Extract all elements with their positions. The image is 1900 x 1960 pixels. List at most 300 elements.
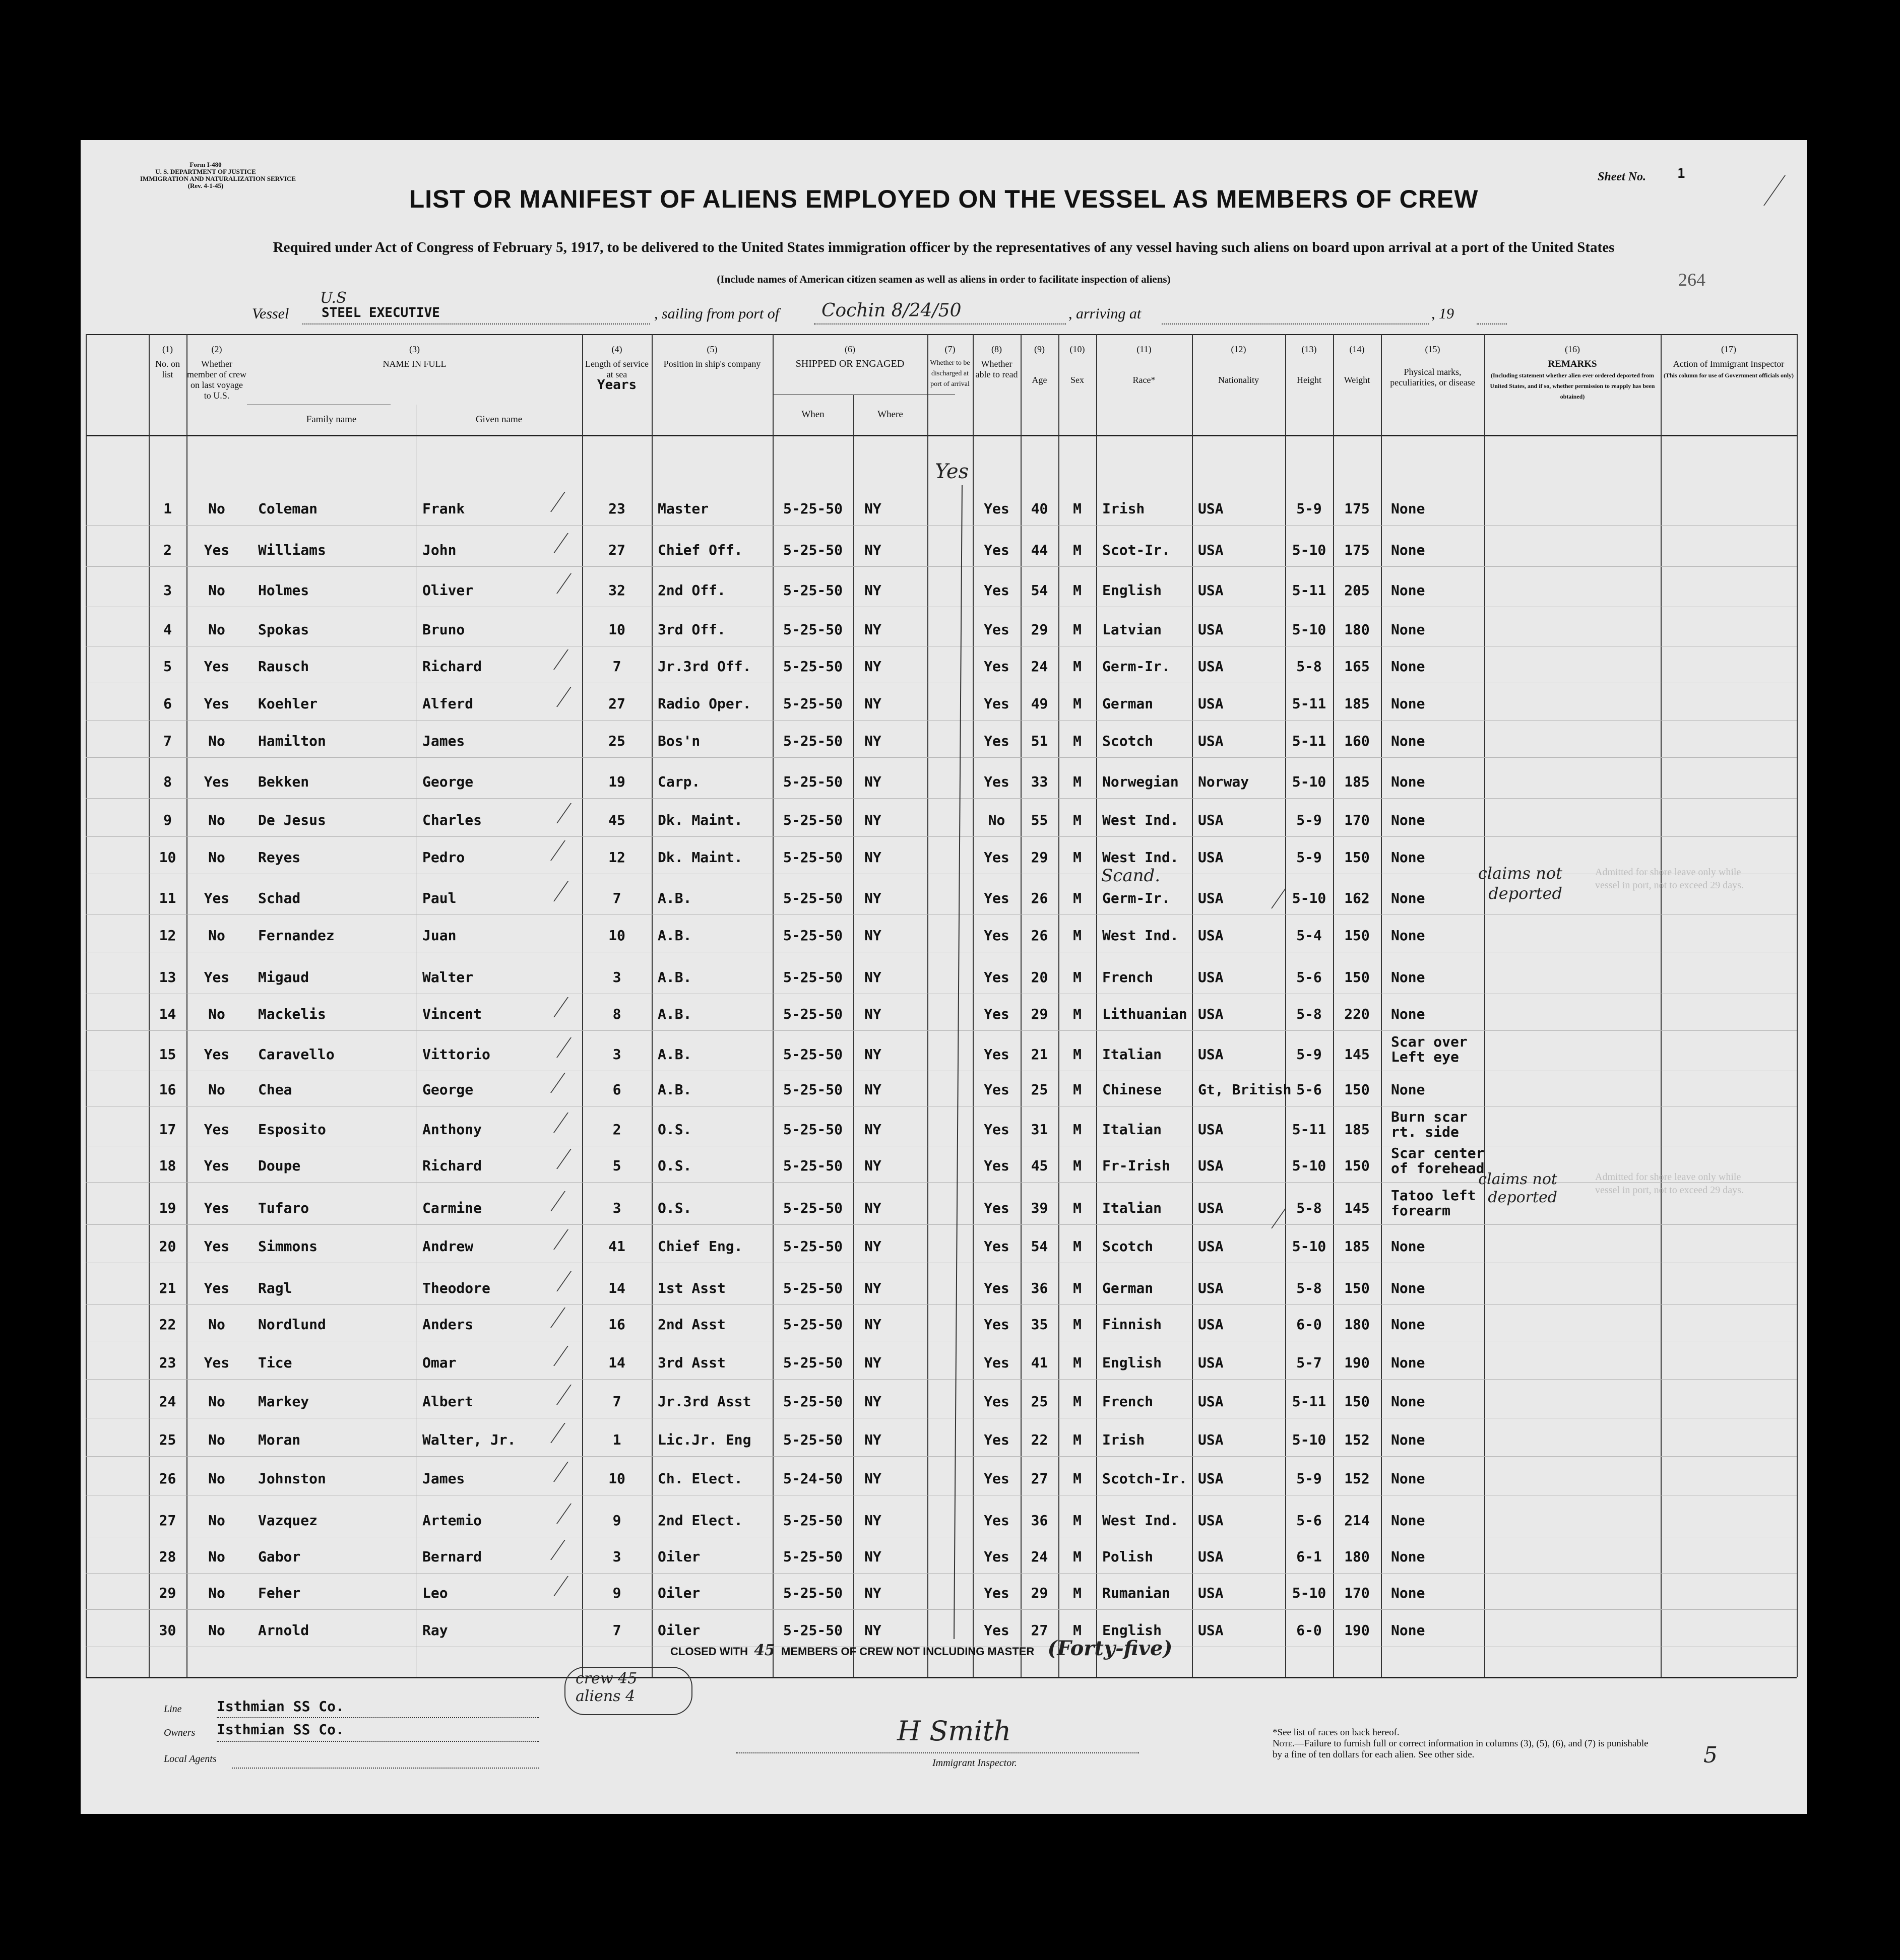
crew-no: 27 xyxy=(159,1512,176,1529)
crew-years: 32 xyxy=(608,582,625,599)
crew-sex: M xyxy=(1073,1393,1082,1410)
crew-height: 5-9 xyxy=(1296,812,1322,828)
crew-prev: No xyxy=(208,1316,225,1333)
crew-weight: 185 xyxy=(1344,695,1370,712)
crew-read: Yes xyxy=(984,1431,1009,1448)
crew-family: Moran xyxy=(258,1431,301,1448)
crew-count-note: crew 45 aliens 4 xyxy=(564,1667,692,1715)
crew-no: 8 xyxy=(163,773,172,790)
crew-age: 22 xyxy=(1031,1431,1048,1448)
crew-sex: M xyxy=(1073,542,1082,558)
crew-years: 45 xyxy=(608,812,625,828)
crew-when: 5-25-50 xyxy=(783,1200,843,1216)
crew-nationality: USA xyxy=(1198,658,1224,675)
crew-given: Vincent xyxy=(422,1006,482,1022)
header-remarks: (16) REMARKS (Including statement whether alien ever ordered deported from United States, and if so, whether permission to reapply has been obtained) xyxy=(1490,344,1655,400)
crew-sex: M xyxy=(1073,1157,1082,1174)
crew-nationality: USA xyxy=(1198,1121,1224,1138)
header-inspector-action: (17) Action of Immigrant Inspector (This column for use of Government officials only) xyxy=(1663,344,1794,379)
header-nationality: (12) Nationality xyxy=(1218,344,1259,385)
crew-prev: No xyxy=(208,582,225,599)
crew-weight: 160 xyxy=(1344,733,1370,749)
crew-nationality: USA xyxy=(1198,1512,1224,1529)
crew-position: 2nd Asst xyxy=(658,1316,726,1333)
crew-where: NY xyxy=(864,1393,881,1410)
crew-years: 6 xyxy=(612,1081,621,1098)
crew-years: 1 xyxy=(612,1431,621,1448)
crew-where: NY xyxy=(864,773,881,790)
crew-position: Chief Off. xyxy=(658,542,743,558)
crew-years: 2 xyxy=(612,1121,621,1138)
form-number: Form I-480 xyxy=(189,161,222,168)
crew-where: NY xyxy=(864,1006,881,1022)
crew-marks: None xyxy=(1391,621,1425,638)
crew-prev: No xyxy=(208,1585,225,1601)
crew-height: 6-0 xyxy=(1296,1622,1322,1639)
crew-weight: 150 xyxy=(1344,1157,1370,1174)
crew-marks: None xyxy=(1391,812,1425,828)
crew-height: 5-6 xyxy=(1296,969,1322,986)
crew-sex: M xyxy=(1073,1316,1082,1333)
crew-prev: No xyxy=(208,1622,225,1639)
crew-position: Oiler xyxy=(658,1548,701,1565)
row-rule xyxy=(86,1224,1797,1225)
crew-prev: No xyxy=(208,500,225,517)
shore-leave-stamp: Admitted for shore leave only while vessel in port, not to exceed 29 days. xyxy=(1595,867,1744,891)
crew-race: West Ind. xyxy=(1102,849,1179,866)
handwritten-scand: Scand. xyxy=(1101,866,1161,886)
crew-family: Doupe xyxy=(258,1157,301,1174)
crew-given: John xyxy=(422,542,457,558)
handwritten-discharge-yes: Yes xyxy=(935,460,969,483)
crew-marks: None xyxy=(1391,969,1425,986)
crew-prev: Yes xyxy=(204,1200,230,1216)
crew-family: Reyes xyxy=(258,849,301,866)
crew-where: NY xyxy=(864,1316,881,1333)
crew-given: Vittorio xyxy=(422,1046,490,1063)
crew-height: 5-7 xyxy=(1296,1354,1322,1371)
crew-position: 1st Asst xyxy=(658,1280,726,1296)
crew-years: 3 xyxy=(612,1548,621,1565)
crew-sex: M xyxy=(1073,621,1082,638)
discharge-ditto-line xyxy=(954,485,965,1639)
crew-race: Rumanian xyxy=(1102,1585,1170,1601)
crew-height: 5-6 xyxy=(1296,1081,1322,1098)
crew-nationality: Gt, British xyxy=(1198,1081,1292,1098)
crew-when: 5-25-50 xyxy=(783,890,843,906)
inspector-signature-line xyxy=(736,1752,1139,1753)
crew-where: NY xyxy=(864,582,881,599)
crew-no: 25 xyxy=(159,1431,176,1448)
crew-weight: 170 xyxy=(1344,1585,1370,1601)
crew-weight: 205 xyxy=(1344,582,1370,599)
header-position: (5) Position in ship's company xyxy=(663,344,761,369)
crew-weight: 214 xyxy=(1344,1512,1370,1529)
crew-no: 29 xyxy=(159,1585,176,1601)
row-rule xyxy=(86,1609,1797,1610)
crew-read: Yes xyxy=(984,1470,1009,1487)
crew-prev: No xyxy=(208,733,225,749)
crew-weight: 185 xyxy=(1344,1121,1370,1138)
crew-height: 5-11 xyxy=(1292,1393,1326,1410)
crew-given: George xyxy=(422,773,474,790)
crew-marks: None xyxy=(1391,733,1425,749)
manifest-sheet xyxy=(81,140,1807,1814)
header-height: (13) Height xyxy=(1297,344,1321,385)
crew-no: 20 xyxy=(159,1238,176,1255)
crew-prev: Yes xyxy=(204,695,230,712)
crew-race: Irish xyxy=(1102,500,1145,517)
crew-read: Yes xyxy=(984,1512,1009,1529)
crew-sex: M xyxy=(1073,1548,1082,1565)
vessel-line xyxy=(302,323,650,324)
crew-when: 5-25-50 xyxy=(783,849,843,866)
line-value: Isthmian SS Co. xyxy=(217,1698,344,1715)
crew-height: 5-11 xyxy=(1292,695,1326,712)
crew-read: Yes xyxy=(984,849,1009,866)
crew-height: 5-10 xyxy=(1292,621,1326,638)
crew-family: De Jesus xyxy=(258,812,326,828)
row-rule xyxy=(86,1030,1797,1031)
crew-no: 12 xyxy=(159,927,176,944)
service-name: IMMIGRATION AND NATURALIZATION SERVICE xyxy=(140,175,296,182)
crew-nationality: USA xyxy=(1198,1200,1224,1216)
crew-sex: M xyxy=(1073,812,1082,828)
crew-when: 5-25-50 xyxy=(783,695,843,712)
crew-sex: M xyxy=(1073,1585,1082,1601)
crew-marks: None xyxy=(1391,1280,1425,1296)
crew-weight: 150 xyxy=(1344,927,1370,944)
crew-nationality: USA xyxy=(1198,1622,1224,1639)
crew-height: 5-10 xyxy=(1292,1157,1326,1174)
crew-marks: None xyxy=(1391,927,1425,944)
crew-sex: M xyxy=(1073,658,1082,675)
crew-prev: No xyxy=(208,1470,225,1487)
crew-marks: None xyxy=(1391,1470,1425,1487)
col-rule xyxy=(1797,334,1798,1677)
crew-read: Yes xyxy=(984,542,1009,558)
crew-no: 30 xyxy=(159,1622,176,1639)
crew-prev: Yes xyxy=(204,890,230,906)
crew-age: 45 xyxy=(1031,1157,1048,1174)
crew-family: Feher xyxy=(258,1585,301,1601)
crew-race: Scotch xyxy=(1102,1238,1154,1255)
crew-age: 36 xyxy=(1031,1512,1048,1529)
crew-years: 3 xyxy=(612,1200,621,1216)
crew-prev: No xyxy=(208,927,225,944)
crew-no: 19 xyxy=(159,1200,176,1216)
year-label: , 19 xyxy=(1431,305,1454,322)
crew-years: 14 xyxy=(608,1354,625,1371)
crew-prev: No xyxy=(208,812,225,828)
crew-given: Bruno xyxy=(422,621,465,638)
col-rule xyxy=(927,334,928,1677)
crew-where: NY xyxy=(864,1512,881,1529)
crew-where: NY xyxy=(864,1157,881,1174)
col-rule xyxy=(1381,334,1382,1677)
crew-family: Vazquez xyxy=(258,1512,318,1529)
page-mark-handwritten: 5 xyxy=(1703,1742,1718,1768)
crew-height: 5-10 xyxy=(1292,542,1326,558)
crew-read: Yes xyxy=(984,1081,1009,1098)
crew-when: 5-25-50 xyxy=(783,773,843,790)
crew-race: French xyxy=(1102,969,1154,986)
crew-when: 5-25-50 xyxy=(783,1121,843,1138)
crew-nationality: USA xyxy=(1198,812,1224,828)
crew-prev: No xyxy=(208,1393,225,1410)
crew-sex: M xyxy=(1073,1006,1082,1022)
table-bottom-rule xyxy=(86,1677,1797,1678)
crew-family: Simmons xyxy=(258,1238,318,1255)
crew-age: 31 xyxy=(1031,1121,1048,1138)
header-length-of-service: (4) Length of service at sea Years xyxy=(585,344,649,393)
crew-nationality: USA xyxy=(1198,1548,1224,1565)
crew-when: 5-25-50 xyxy=(783,927,843,944)
crew-family: Rausch xyxy=(258,658,309,675)
crew-read: Yes xyxy=(984,658,1009,675)
crew-given: Richard xyxy=(422,658,482,675)
crew-nationality: USA xyxy=(1198,969,1224,986)
crew-years: 27 xyxy=(608,542,625,558)
crew-where: NY xyxy=(864,812,881,828)
vessel-label: Vessel xyxy=(252,305,289,322)
crew-race: Latvian xyxy=(1102,621,1162,638)
crew-where: NY xyxy=(864,658,881,675)
crew-where: NY xyxy=(864,542,881,558)
crew-no: 21 xyxy=(159,1280,176,1296)
crew-nationality: USA xyxy=(1198,1470,1224,1487)
crew-position: O.S. xyxy=(658,1200,692,1216)
crew-family: Arnold xyxy=(258,1622,309,1639)
crew-given: Anders xyxy=(422,1316,474,1333)
crew-race: Polish xyxy=(1102,1548,1154,1565)
crew-weight: 150 xyxy=(1344,1393,1370,1410)
crew-family: Nordlund xyxy=(258,1316,326,1333)
crew-weight: 180 xyxy=(1344,621,1370,638)
crew-nationality: USA xyxy=(1198,1046,1224,1063)
year-line xyxy=(1477,323,1507,324)
port-line xyxy=(814,323,1066,324)
crew-race: West Ind. xyxy=(1102,812,1179,828)
row-rule xyxy=(86,1573,1797,1574)
crew-when: 5-25-50 xyxy=(783,542,843,558)
crew-years: 19 xyxy=(608,773,625,790)
crew-no: 13 xyxy=(159,969,176,986)
crew-family: Schad xyxy=(258,890,301,906)
crew-race: French xyxy=(1102,1393,1154,1410)
crew-marks: None xyxy=(1391,1316,1425,1333)
crew-no: 14 xyxy=(159,1006,176,1022)
crew-sex: M xyxy=(1073,1280,1082,1296)
row-rule xyxy=(86,1456,1797,1457)
crew-age: 54 xyxy=(1031,1238,1048,1255)
crew-years: 16 xyxy=(608,1316,625,1333)
crew-read: Yes xyxy=(984,1157,1009,1174)
col-rule xyxy=(1096,334,1097,1677)
crew-no: 24 xyxy=(159,1393,176,1410)
crew-age: 29 xyxy=(1031,849,1048,866)
crew-age: 41 xyxy=(1031,1354,1048,1371)
crew-race: Italian xyxy=(1102,1200,1162,1216)
crew-prev: No xyxy=(208,849,225,866)
crew-read: Yes xyxy=(984,1622,1009,1639)
crew-where: NY xyxy=(864,733,881,749)
crew-race: Lithuanian xyxy=(1102,1006,1187,1022)
races-note: *See list of races on back hereof. xyxy=(1273,1727,1400,1738)
crew-nationality: USA xyxy=(1198,1280,1224,1296)
crew-position: Oiler xyxy=(658,1585,701,1601)
crew-position: A.B. xyxy=(658,890,692,906)
crew-marks: None xyxy=(1391,542,1425,558)
crew-position: Jr.3rd Off. xyxy=(658,658,751,675)
crew-where: NY xyxy=(864,695,881,712)
header-shipped-when: When xyxy=(801,409,825,420)
crew-where: NY xyxy=(864,621,881,638)
crew-race: Fr-Irish xyxy=(1102,1157,1170,1174)
crew-family: Tufaro xyxy=(258,1200,309,1216)
closed-count-handwritten: 45 xyxy=(754,1642,775,1659)
crew-marks: Burn scar rt. side xyxy=(1391,1108,1468,1140)
crew-height: 5-8 xyxy=(1296,1200,1322,1216)
row-rule xyxy=(86,836,1797,837)
closed-count-words-handwritten: (Forty-five) xyxy=(1047,1637,1173,1660)
form-subtitle: Required under Act of Congress of February 5, 1917, to be delivered to the United States immigration officer by the representatives of any vessel having such aliens on board upon arrival at a port of the United States xyxy=(273,239,1615,255)
crew-position: A.B. xyxy=(658,1081,692,1098)
crew-marks: None xyxy=(1391,658,1425,675)
crew-height: 5-10 xyxy=(1292,890,1326,906)
crew-marks: None xyxy=(1391,1548,1425,1565)
crew-where: NY xyxy=(864,1046,881,1063)
crew-family: Fernandez xyxy=(258,927,335,944)
crew-given: Frank xyxy=(422,500,465,517)
crew-race: West Ind. xyxy=(1102,1512,1179,1529)
crew-age: 26 xyxy=(1031,927,1048,944)
crew-prev: Yes xyxy=(204,1046,230,1063)
header-shipped-where: Where xyxy=(877,409,903,420)
crew-when: 5-25-50 xyxy=(783,621,843,638)
crew-weight: 180 xyxy=(1344,1548,1370,1565)
crew-position: Dk. Maint. xyxy=(658,849,743,866)
crew-sex: M xyxy=(1073,890,1082,906)
arriving-line xyxy=(1162,323,1429,324)
crew-no: 18 xyxy=(159,1157,176,1174)
crew-height: 5-10 xyxy=(1292,1431,1326,1448)
crew-sex: M xyxy=(1073,582,1082,599)
crew-sex: M xyxy=(1073,1431,1082,1448)
crew-family: Gabor xyxy=(258,1548,301,1565)
crew-no: 1 xyxy=(163,500,172,517)
crew-nationality: USA xyxy=(1198,849,1224,866)
crew-read: Yes xyxy=(984,621,1009,638)
crew-when: 5-25-50 xyxy=(783,1585,843,1601)
crew-years: 9 xyxy=(612,1512,621,1529)
crew-read: Yes xyxy=(984,1200,1009,1216)
line-label: Line xyxy=(164,1704,182,1715)
crew-given: Albert xyxy=(422,1393,474,1410)
owners-value: Isthmian SS Co. xyxy=(217,1721,344,1738)
crew-family: Mackelis xyxy=(258,1006,326,1022)
crew-given: James xyxy=(422,733,465,749)
crew-no: 23 xyxy=(159,1354,176,1371)
crew-weight: 185 xyxy=(1344,773,1370,790)
crew-nationality: USA xyxy=(1198,1585,1224,1601)
crew-where: NY xyxy=(864,1431,881,1448)
crew-age: 51 xyxy=(1031,733,1048,749)
crew-read: Yes xyxy=(984,890,1009,906)
crew-weight: 185 xyxy=(1344,1238,1370,1255)
crew-where: NY xyxy=(864,1121,881,1138)
crew-prev: Yes xyxy=(204,773,230,790)
crew-where: NY xyxy=(864,1354,881,1371)
crew-prev: No xyxy=(208,1006,225,1022)
crew-no: 15 xyxy=(159,1046,176,1063)
crew-nationality: USA xyxy=(1198,500,1224,517)
crew-years: 3 xyxy=(612,969,621,986)
crew-prev: Yes xyxy=(204,658,230,675)
closed-with-line: CLOSED WITH 45 MEMBERS OF CREW NOT INCLUDING MASTER (Forty-five) xyxy=(670,1637,1173,1660)
crew-years: 23 xyxy=(608,500,625,517)
crew-marks: None xyxy=(1391,1431,1425,1448)
crew-sex: M xyxy=(1073,1046,1082,1063)
crew-age: 36 xyxy=(1031,1280,1048,1296)
crew-sex: M xyxy=(1073,1470,1082,1487)
crew-years: 10 xyxy=(608,927,625,944)
crew-read: Yes xyxy=(984,1354,1009,1371)
crew-height: 5-8 xyxy=(1296,1006,1322,1022)
crew-height: 5-8 xyxy=(1296,658,1322,675)
crew-nationality: USA xyxy=(1198,1354,1224,1371)
crew-given: Pedro xyxy=(422,849,465,866)
crew-height: 5-9 xyxy=(1296,1046,1322,1063)
crew-weight: 170 xyxy=(1344,812,1370,828)
header-age: (9) Age xyxy=(1032,344,1047,385)
crew-given: Oliver xyxy=(422,582,474,599)
crew-given: Carmine xyxy=(422,1200,482,1216)
crew-marks: None xyxy=(1391,773,1425,790)
crew-given: Walter xyxy=(422,969,474,986)
crew-prev: Yes xyxy=(204,542,230,558)
crew-given: Ray xyxy=(422,1622,448,1639)
crew-given: Leo xyxy=(422,1585,448,1601)
crew-prev: No xyxy=(208,1081,225,1098)
crew-age: 24 xyxy=(1031,1548,1048,1565)
crew-weight: 150 xyxy=(1344,1081,1370,1098)
crew-race: Norwegian xyxy=(1102,773,1179,790)
crew-age: 49 xyxy=(1031,695,1048,712)
crew-no: 2 xyxy=(163,542,172,558)
crew-years: 5 xyxy=(612,1157,621,1174)
crew-years: 12 xyxy=(608,849,625,866)
crew-read: Yes xyxy=(984,733,1009,749)
crew-sex: M xyxy=(1073,849,1082,866)
crew-position: Dk. Maint. xyxy=(658,812,743,828)
crew-family: Holmes xyxy=(258,582,309,599)
crew-read: Yes xyxy=(984,500,1009,517)
crew-marks: None xyxy=(1391,1081,1425,1098)
crew-height: 6-0 xyxy=(1296,1316,1322,1333)
crew-age: 24 xyxy=(1031,658,1048,675)
row-rule xyxy=(86,1379,1797,1380)
crew-nationality: USA xyxy=(1198,890,1224,906)
owners-label: Owners xyxy=(164,1727,196,1738)
crew-marks: None xyxy=(1391,500,1425,517)
crew-where: NY xyxy=(864,1470,881,1487)
crew-position: A.B. xyxy=(658,1006,692,1022)
col-rule xyxy=(652,334,653,1677)
line-dotted xyxy=(217,1717,539,1718)
crew-family: Caravello xyxy=(258,1046,335,1063)
crew-age: 29 xyxy=(1031,1006,1048,1022)
